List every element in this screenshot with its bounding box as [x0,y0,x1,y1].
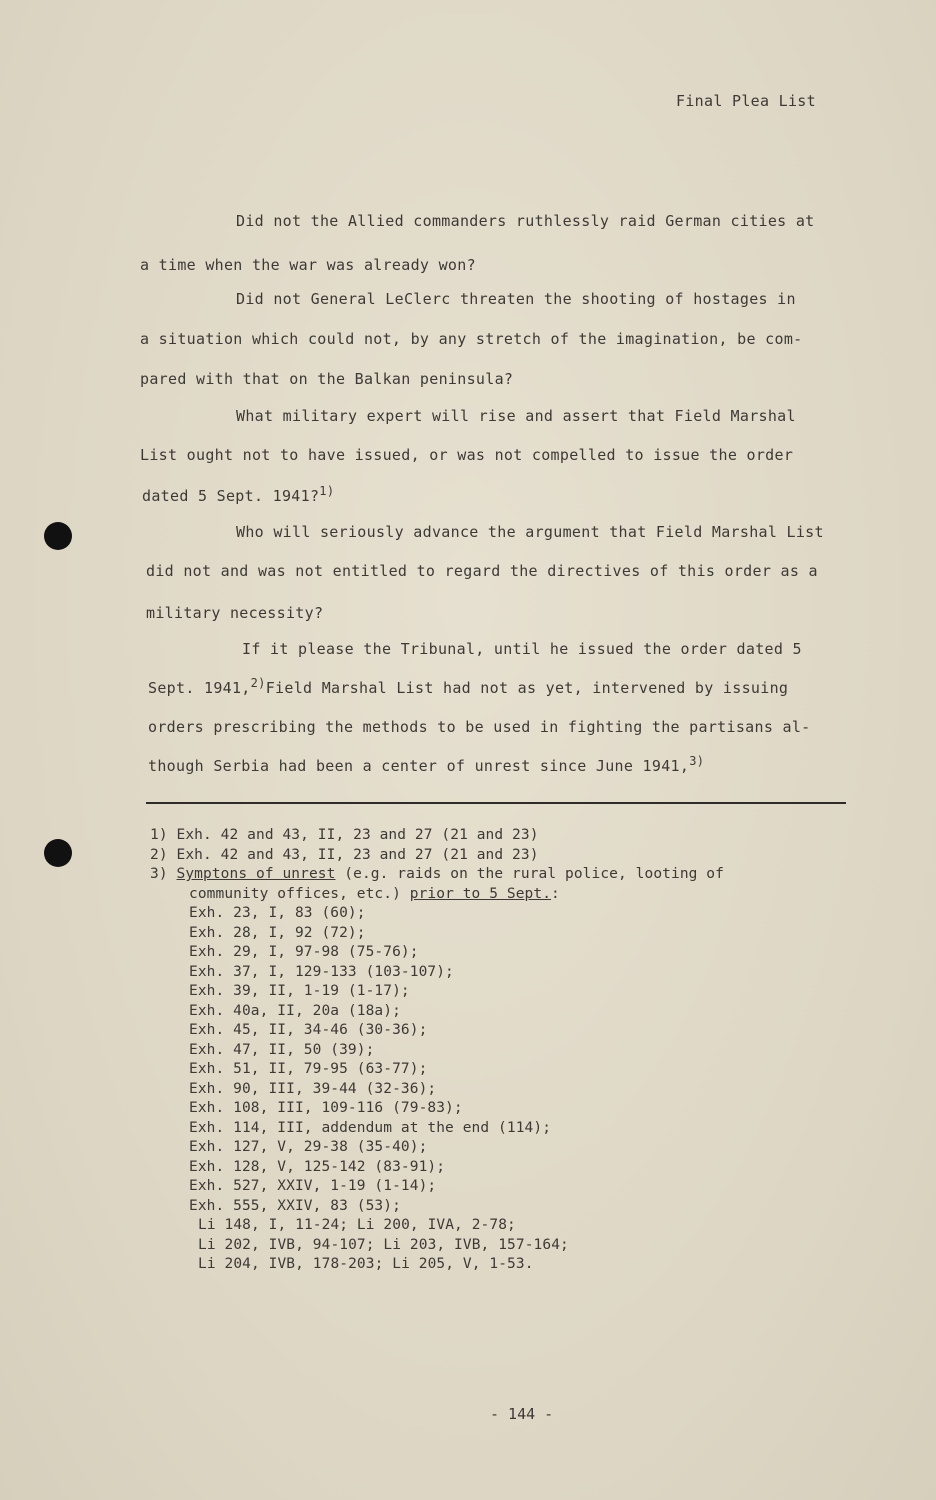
body-line [142,484,335,505]
footnote-3-line2 [150,885,724,905]
footnote-3-item: Exh. 128, V, 125-142 (83-91); [189,1158,446,1175]
footnote-marker: 2) [150,846,168,863]
footnote-3-item: Exh. 37, I, 129-133 (103-107); [189,963,454,980]
footnote-3-item: Exh. 40a, II, 20a (18a); [189,1002,401,1019]
footnote-3-item: Exh. 127, V, 29-38 (35-40); [189,1139,428,1155]
punch-hole-bottom [44,839,72,867]
body-text: though Serbia had been a center of unrest since June 1941, [148,757,690,775]
body-line: Did not General LeClerc threaten the shooting of hostages in [236,290,796,308]
body-line: If it please the Tribunal, until he issued the order dated 5 [242,640,802,658]
footnote-3-item: Li 148, I, 11-24; Li 200, IVA, 2-78; [198,1217,516,1233]
footnote-marker: 1) [150,827,168,843]
document-header: Final Plea List [676,92,816,110]
footnote-3-item: Li 202, IVB, 94-107; Li 203, IVB, 157-164; [198,1236,569,1253]
body-line: did not and was not entitled to regard the directives of this order as a [146,562,818,580]
footnote-text: (e.g. raids on the rural police, looting of [335,866,724,882]
footnote-3-item: Exh. 45, II, 34-46 (30-36); [189,1022,428,1038]
body-text: Sept. 1941, [148,679,251,697]
footnote-3-item: Exh. 90, III, 39-44 (32-36); [189,1080,437,1097]
footnote-3-items [150,904,724,1275]
footnote-3-item: Exh. 114, III, addendum at the end (114); [189,1119,552,1136]
body-line: Who will seriously advance the argument that Field Marshal List [236,523,824,541]
footnote-2 [150,846,724,866]
footnote-ref: 2) [250,676,266,690]
body-line: orders prescribing the methods to be used in fighting the partisans al- [148,718,811,736]
footnote-1 [150,826,724,846]
footnote-3-item: Exh. 527, XXIV, 1-19 (1-14); [189,1178,437,1194]
punch-hole-top [44,522,72,550]
footnote-ref: 1) [319,484,335,498]
footnote-3-item: Exh. 23, I, 83 (60); [189,905,366,921]
body-text: dated 5 Sept. 1941? [142,487,320,505]
body-line: a time when the war was already won? [140,256,476,274]
body-text: Field Marshal List had not as yet, intervened by issuing [265,679,789,697]
footnote-3-item: Exh. 28, I, 92 (72); [189,924,366,941]
footnote-marker: 3) [150,866,168,882]
footnote-ref: 3) [689,754,705,768]
body-line: pared with that on the Balkan peninsula? [140,370,514,388]
footnote-3-item: Exh. 108, III, 109-116 (79-83); [189,1100,463,1116]
body-line: Did not the Allied commanders ruthlessly raid German cities at [236,212,815,230]
footnote-3-item: Exh. 555, XXIV, 83 (53); [189,1197,401,1214]
footnote-underlined: prior to 5 Sept. [409,885,552,902]
footnote-text: community offices, etc.) [189,885,410,902]
footnote-3-item: Exh. 47, II, 50 (39); [189,1041,375,1058]
footnote-3 [150,865,724,885]
footnote-separator [146,802,846,804]
footnote-text: Exh. 42 and 43, II, 23 and 27 (21 and 23) [176,846,539,863]
body-line: What military expert will rise and assert that Field Marshal [236,407,796,425]
page-number: - 144 - [490,1405,554,1423]
footnote-3-item: Exh. 51, II, 79-95 (63-77); [189,1061,428,1077]
body-line: a situation which could not, by any stretch of the imagination, be com- [140,330,803,348]
footnotes [150,826,724,1275]
body-line [148,676,789,697]
footnote-3-item: Exh. 39, II, 1-19 (1-17); [189,983,410,999]
footnote-text: : [551,885,560,902]
body-line: military necessity? [146,604,324,622]
body-line [148,754,705,775]
footnote-3-item: Exh. 29, I, 97-98 (75-76); [189,944,419,960]
footnote-underlined: Symptons of unrest [176,866,336,882]
footnote-text: Exh. 42 and 43, II, 23 and 27 (21 and 23) [176,827,539,843]
footnote-3-item: Li 204, IVB, 178-203; Li 205, V, 1-53. [198,1256,534,1272]
body-line: List ought not to have issued, or was not compelled to issue the order [140,446,794,464]
